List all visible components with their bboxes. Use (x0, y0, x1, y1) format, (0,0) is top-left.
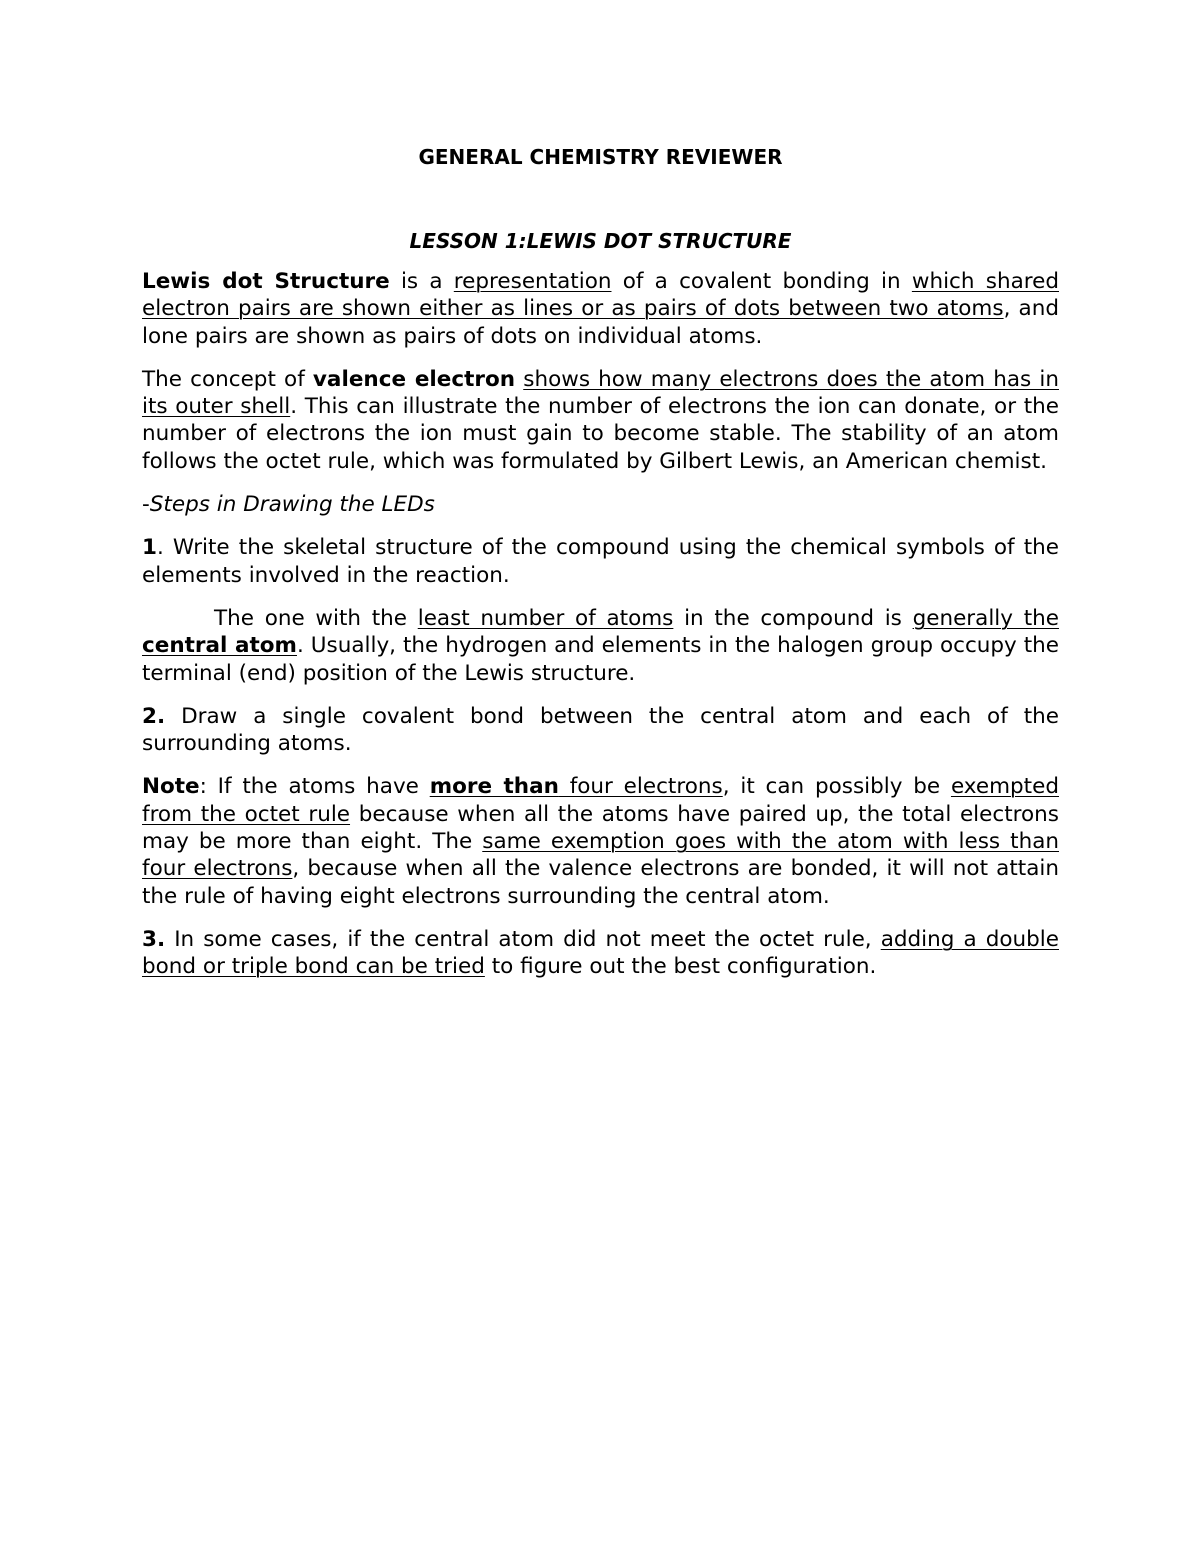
term-valence-electron: valence electron (312, 366, 516, 392)
lesson-title: LESSON 1:LEWIS DOT STRUCTURE (409, 229, 792, 253)
term-central-atom: central atom (142, 633, 297, 659)
text: is a (389, 269, 454, 294)
underlined-text: which shared electron pairs are shown either as lines or as pairs of dots between two atoms (142, 269, 1059, 322)
text: In some cases, if the central atom did not meet the octet rule, (165, 926, 881, 952)
note-paragraph (142, 773, 1059, 909)
text: because when all the atoms have paired up, the total electrons may be more than eight. The (142, 801, 1059, 855)
step-text: . Write the skeletal structure of the compound using the chemical symbols of the elements involved in the reaction. (142, 535, 1059, 588)
text: to figure out the best configuration. (484, 954, 877, 980)
document-title: GENERAL CHEMISTRY REVIEWER (418, 145, 783, 169)
dash: - (142, 492, 150, 518)
steps-heading (142, 491, 1059, 518)
text: . This can illustrate the number of electrons the ion can donate, or the number of electrons the ion must gain to become stable. The stability of an atom follows the octet rule, which was formulated by Gilbert Lewis, an American chemist. (142, 394, 1059, 474)
text: in the compound is (673, 605, 913, 631)
step-1-detail (142, 605, 1059, 687)
step-2 (142, 703, 1059, 758)
paragraph-valence-electron (142, 366, 1059, 475)
step-1 (142, 534, 1059, 589)
underlined-text: generally the (912, 605, 1059, 631)
steps-heading-text: Steps in Drawing the LEDs (149, 492, 435, 518)
text: , and lone pairs are shown as pairs of dots on individual atoms. (142, 296, 1059, 349)
step-text: Draw a single covalent bond between the central atom and each of the surrounding atoms. (142, 703, 1059, 757)
note-label: Note (142, 774, 200, 800)
text: , it can possibly be (722, 774, 951, 800)
step-number: 1 (142, 535, 157, 561)
term-lewis-dot-structure: Lewis dot Structure (142, 269, 390, 294)
underlined-text: least number of atoms (417, 605, 674, 631)
underlined-text: representation (453, 269, 612, 294)
step-number: 3. (142, 926, 166, 952)
step-3 (142, 926, 1059, 981)
text: The concept of (142, 366, 313, 392)
text: of a covalent bonding in (611, 269, 912, 294)
text: , because when all the valence electrons are bonded, it will not attain the rule of having eight electrons surrounding the central atom. (142, 856, 1059, 909)
text: . Usually, the hydrogen and elements in the halogen group occupy the terminal (end) position of the Lewis structure. (142, 633, 1059, 686)
term-more-than: more than (429, 774, 559, 800)
text: : If the atoms have (199, 774, 430, 800)
step-number: 2. (142, 703, 166, 729)
underlined-text: four electrons (558, 774, 723, 800)
underlined-text: same exemption goes with the atom with less than four electrons (142, 829, 1059, 882)
paragraph-lewis-definition (142, 268, 1059, 350)
text: The one with the (214, 605, 418, 631)
underlined-text: adding a double bond or triple bond can be tried (142, 926, 1059, 980)
underlined-text: exempted from the octet rule (142, 774, 1059, 827)
underlined-text: shows how many electrons does the atom has in its outer shell (142, 366, 1059, 420)
document-page (142, 140, 1059, 981)
